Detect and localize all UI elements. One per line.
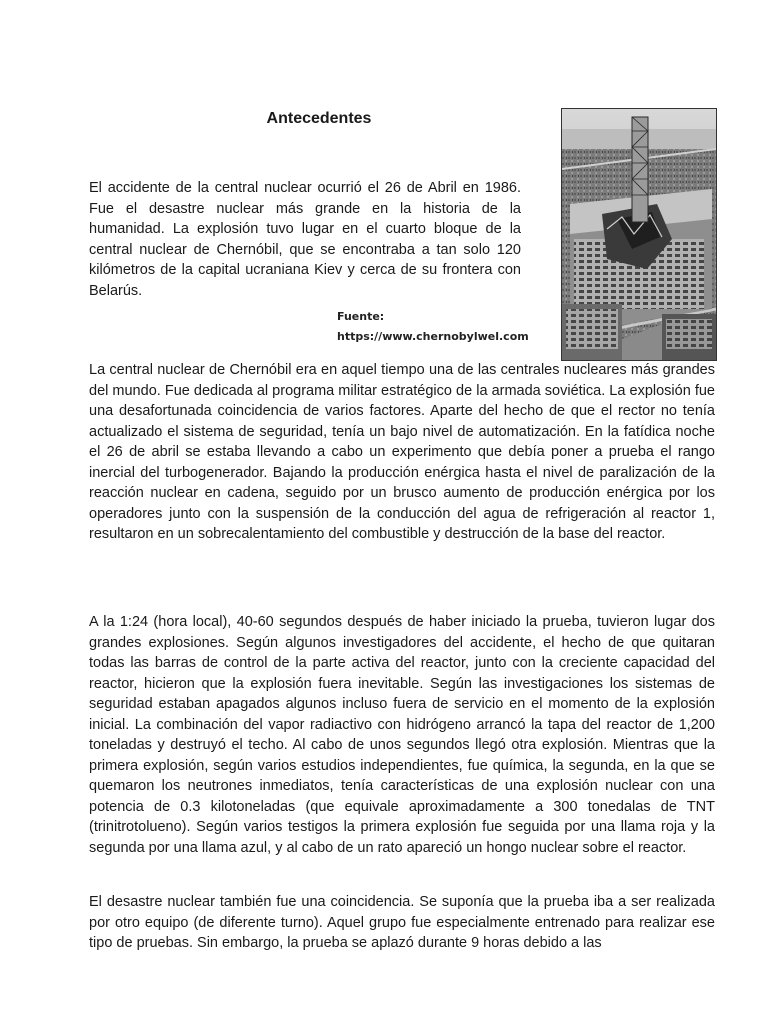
source-label: Fuente:	[337, 310, 385, 323]
paragraph-1: El accidente de la central nuclear ocurrió el 26 de Abril en 1986. Fue el desastre nuclear más grande en la historia de la humanidad. La explosión tuvo lugar en el cuarto bloque de la central nuclear de Chernóbil, que se encontraba a tan solo 120 kilómetros de la capital ucraniana Kiev y cerca de su frontera con Belarús.	[89, 180, 521, 299]
source-citation	[337, 307, 547, 347]
paragraph-4: El desastre nuclear también fue una coincidencia. Se suponía que la prueba iba a ser realizada por otro equipo (de diferente turno). Aquel grupo fue especialmente entrenado para realizar ese tipo de pruebas. Sin embargo, la prueba se aplazó durante 9 horas debido a las	[89, 894, 715, 951]
source-url: https://www.chernobylwel.com	[337, 330, 529, 343]
page-title: Antecedentes	[266, 110, 372, 127]
chernobyl-plant-photo	[561, 108, 717, 361]
paragraph-2: La central nuclear de Chernóbil era en aquel tiempo una de las centrales nucleares más grandes del mundo. Fue dedicada al programa militar estratégico de la armada soviética. La explosión fue una desafortunada coincidencia de varios factores. Aparte del hecho de que el rector no tenía actualizado el sistema de seguridad, tenía un bajo nivel de automatización. En la fatídica noche el 26 de abril se estaba llevando a cabo un experimento que debía poner a prueba el rango inercial del turbogenerador. Bajando la producción enérgica hasta el nivel de paralización de la reacción nuclear en cadena, seguido por un brusco aumento de producción enérgica por los operadores junto con la suspensión de la conducción del agua de refrigeración al reactor 1, resultaron en un sobrecalentamiento del combustible y destrucción de la base del reactor.	[89, 362, 715, 542]
paragraph-3: A la 1:24 (hora local), 40-60 segundos después de haber iniciado la prueba, tuvieron lugar dos grandes explosiones. Según algunos investigadores del accidente, el hecho de que quitaran todas las barras de control de la parte activa del reactor, junto con la creciente capacidad del reactor, hicieron que la explosión fuera inevitable. Según las investigaciones los sistemas de seguridad estaban apagados algunos incluso fuera de servicio en el momento de la explosión inicial. La combinación del vapor radiactivo con hidrógeno arrancó la tapa del reactor de 1,200 toneladas y destruyó el techo. Al cabo de unos segundos llegó otra explosión. Mientras que la primera explosión, según varios estudios independientes, fue química, la segunda, en la que se quemaron los neutrones inmediatos, tenía características de una explosión nuclear con una potencia de 0.3 kilotoneladas (que equivale aproximadamente a 300 tonedalas de TNT (trinitrotolueno). Según varios testigos la primera explosión fue seguida por una llama roja y la segunda por una llama azul, y al cabo de un rato apareció un hongo nuclear sobre el reactor.	[89, 614, 715, 856]
